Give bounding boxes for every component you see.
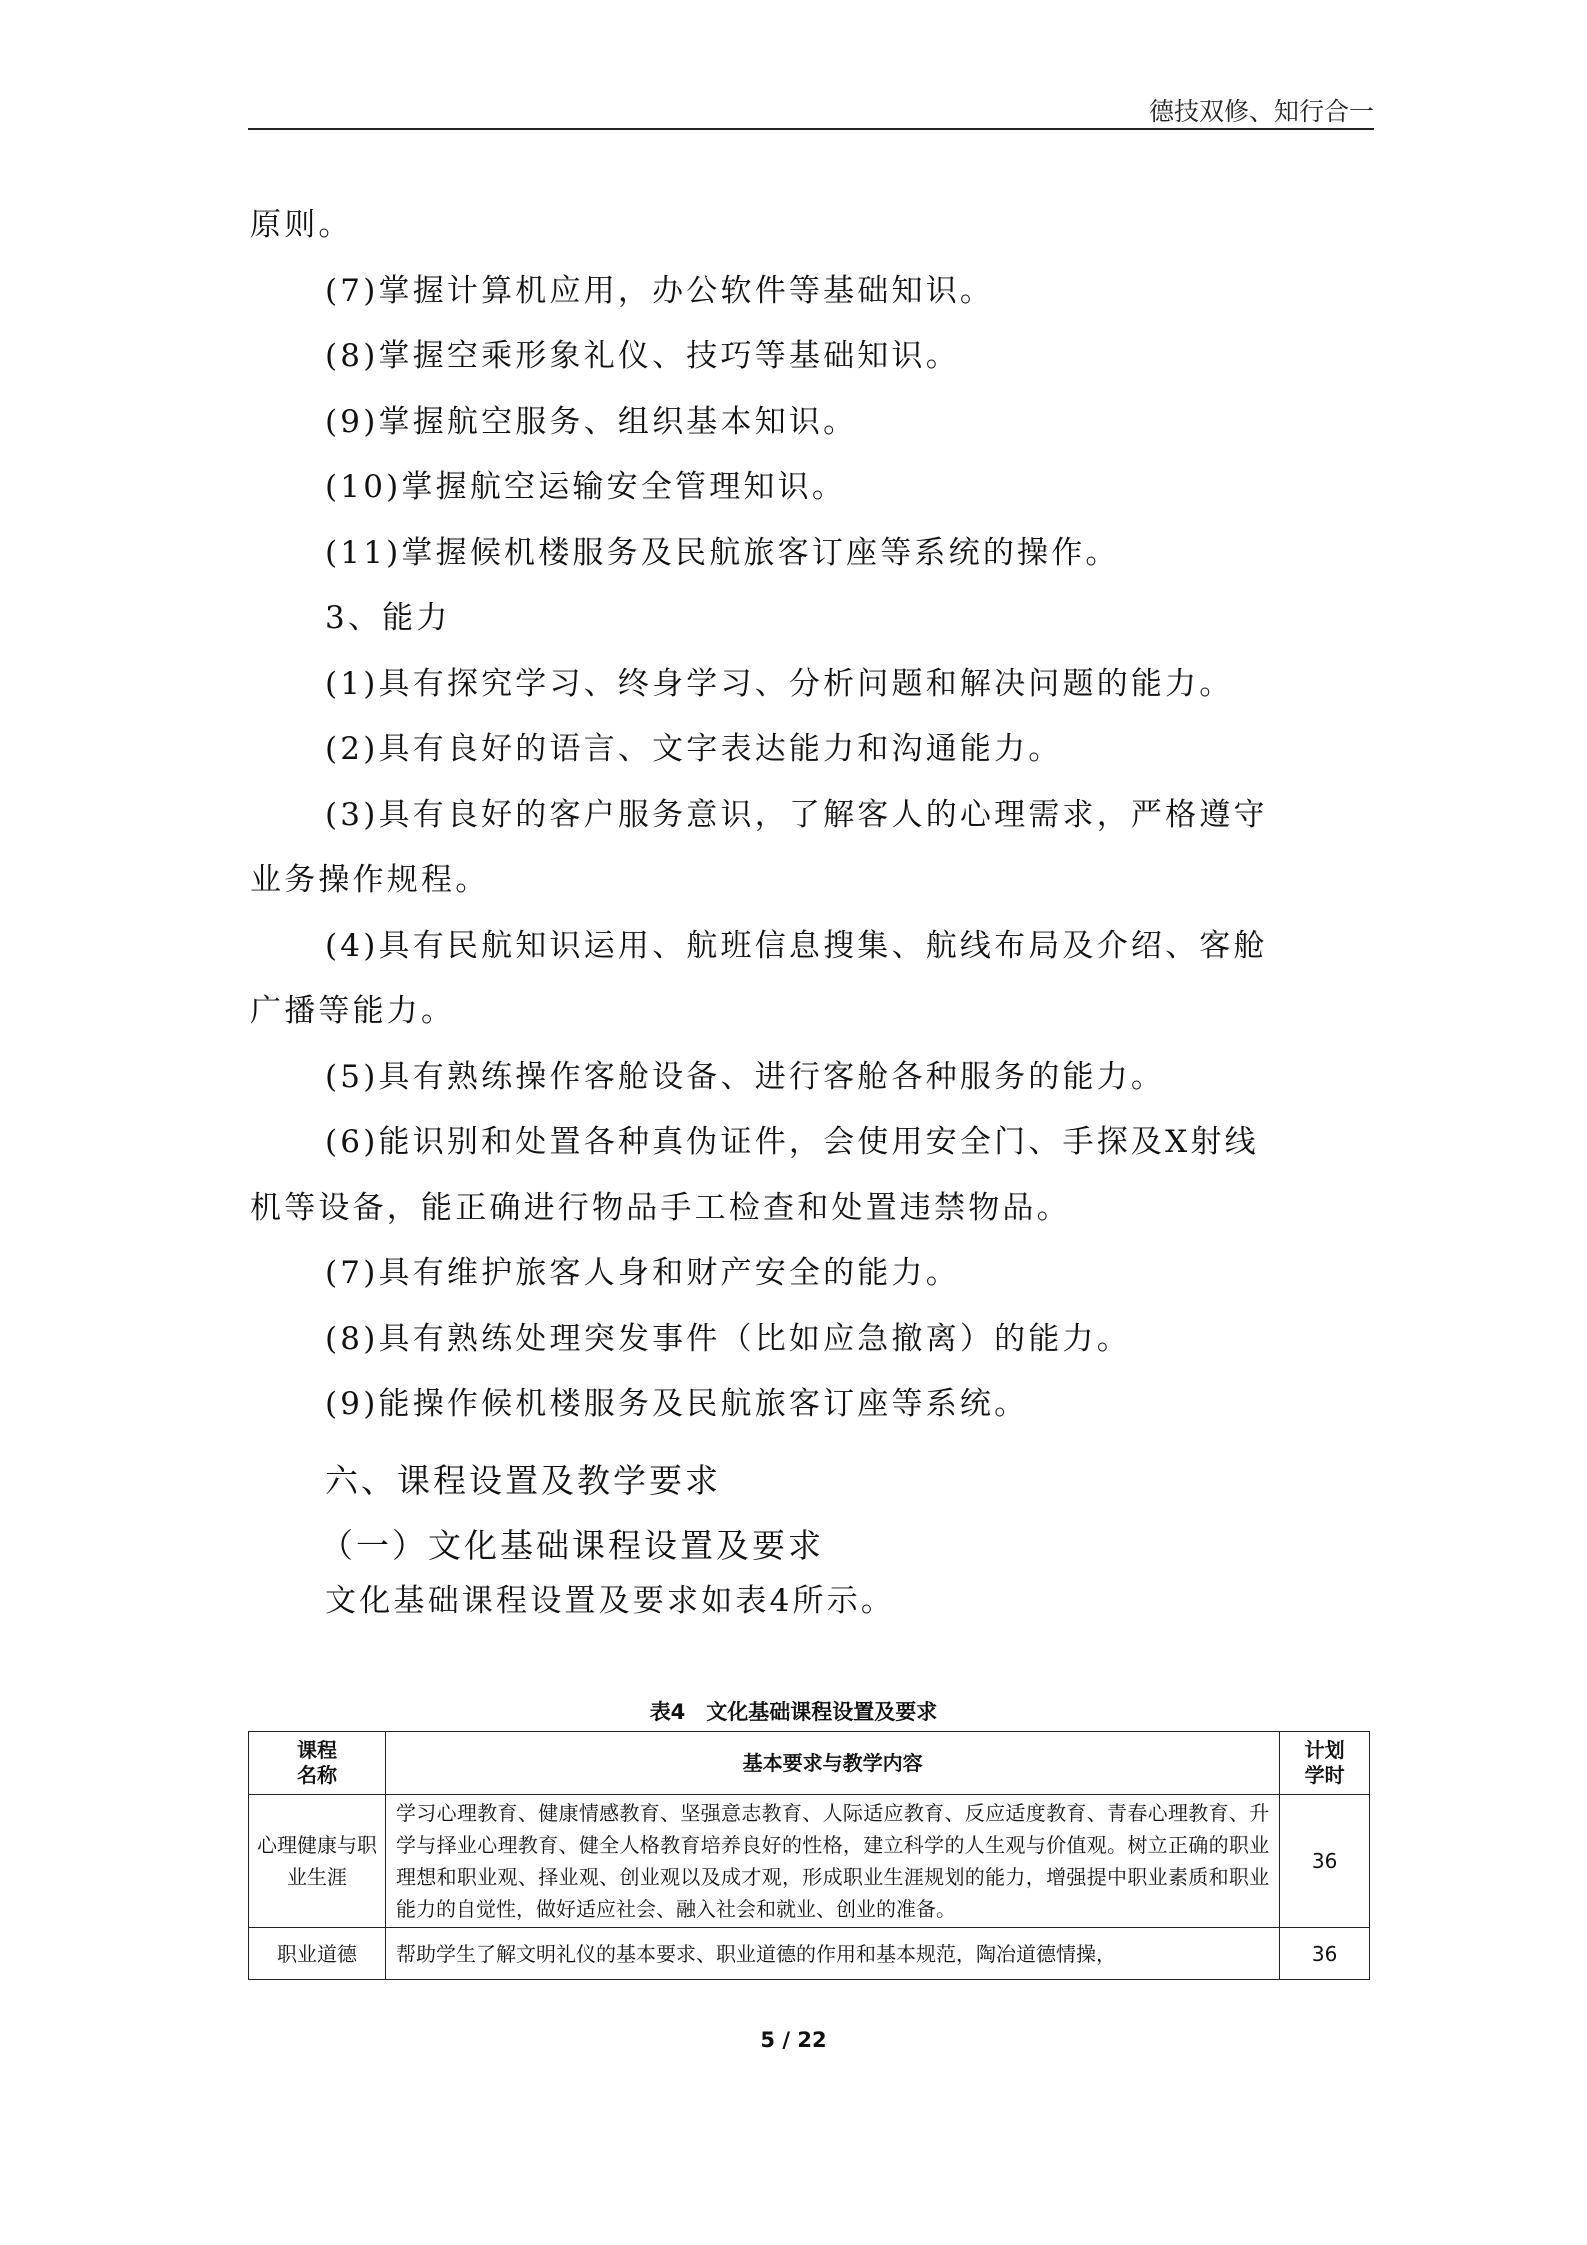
- paragraph-continuation: 业务操作规程。: [250, 862, 490, 898]
- course-name-cell: 职业道德: [249, 1928, 386, 1980]
- paragraph: (9)掌握航空服务、组织基本知识。: [325, 403, 858, 440]
- subsection-heading-ability: 3、能力: [325, 600, 451, 636]
- curriculum-table: [248, 1731, 1370, 1980]
- table-header-row: [249, 1732, 1370, 1795]
- paragraph: (8)掌握空乘形象礼仪、技巧等基础知识。: [325, 338, 960, 374]
- document-body: [250, 207, 1370, 1651]
- paragraph: (11)掌握候机楼服务及民航旅客订座等系统的操作。: [325, 534, 1120, 571]
- paragraph: (10)掌握航空运输安全管理知识。: [325, 469, 847, 505]
- paragraph: (6)能识别和处置各种真伪证件，会使用安全门、手探及X射线: [325, 1124, 1259, 1160]
- course-hours-cell: 36: [1280, 1795, 1370, 1928]
- table-row: [249, 1928, 1370, 1980]
- paragraph: (9)能操作候机楼服务及民航旅客订座等系统。: [325, 1386, 1029, 1422]
- paragraph: 原则。: [250, 207, 353, 243]
- paragraph: (8)具有熟练处理突发事件（比如应急撤离）的能力。: [325, 1320, 1131, 1357]
- paragraph: (5)具有熟练操作客舱设备、进行客舱各种服务的能力。: [325, 1058, 1166, 1095]
- paragraph: (7)具有维护旅客人身和财产安全的能力。: [325, 1255, 960, 1291]
- paragraph: (1)具有探究学习、终身学习、分析问题和解决问题的能力。: [325, 665, 1234, 702]
- table-caption: 表4 文化基础课程设置及要求: [649, 1700, 938, 1724]
- header-course-name: 课程 名称: [249, 1732, 386, 1795]
- header-hours: 计划 学时: [1280, 1732, 1370, 1795]
- header-title: 德技双修、知行合一: [1148, 97, 1374, 126]
- header-divider: [248, 128, 1374, 130]
- table-intro-text: 文化基础课程设置及要求如表4所示。: [325, 1582, 896, 1619]
- course-content-cell: 学习心理教育、健康情感教育、坚强意志教育、人际适应教育、反应适度教育、青春心理教育、升学与择业心理教育、健全人格教育培养良好的性格，建立科学的人生观与价值观。树立正确的职业理想和职业观、择业观、创业观以及成才观，形成职业生涯规划的能力，增强提中职业素质和职业能力的自觉性，做好适应社会、融入社会和就业、创业的准备。: [385, 1795, 1279, 1928]
- header-content: 基本要求与教学内容: [385, 1732, 1279, 1795]
- paragraph-continuation: 广播等能力。: [250, 993, 456, 1029]
- subsection-heading: （一）文化基础课程设置及要求: [320, 1526, 824, 1565]
- paragraph: (7)掌握计算机应用，办公软件等基础知识。: [325, 272, 995, 309]
- paragraph: (3)具有良好的客户服务意识，了解客人的心理需求，严格遵守: [325, 796, 1268, 833]
- table-row: [249, 1795, 1370, 1928]
- page-number: 5 / 22: [760, 2028, 827, 2052]
- course-name-cell: 心理健康与职业生涯: [249, 1795, 386, 1928]
- course-content-cell: 帮助学生了解文明礼仪的基本要求、职业道德的作用和基本规范，陶冶道德情操，: [385, 1928, 1279, 1980]
- paragraph-continuation: 机等设备，能正确进行物品手工检查和处置违禁物品。: [250, 1189, 1071, 1226]
- paragraph: (2)具有良好的语言、文字表达能力和沟通能力。: [325, 731, 1063, 767]
- paragraph: (4)具有民航知识运用、航班信息搜集、航线布局及介绍、客舱: [325, 927, 1268, 964]
- section-heading: 六、课程设置及教学要求: [325, 1460, 721, 1500]
- course-hours-cell: 36: [1280, 1928, 1370, 1980]
